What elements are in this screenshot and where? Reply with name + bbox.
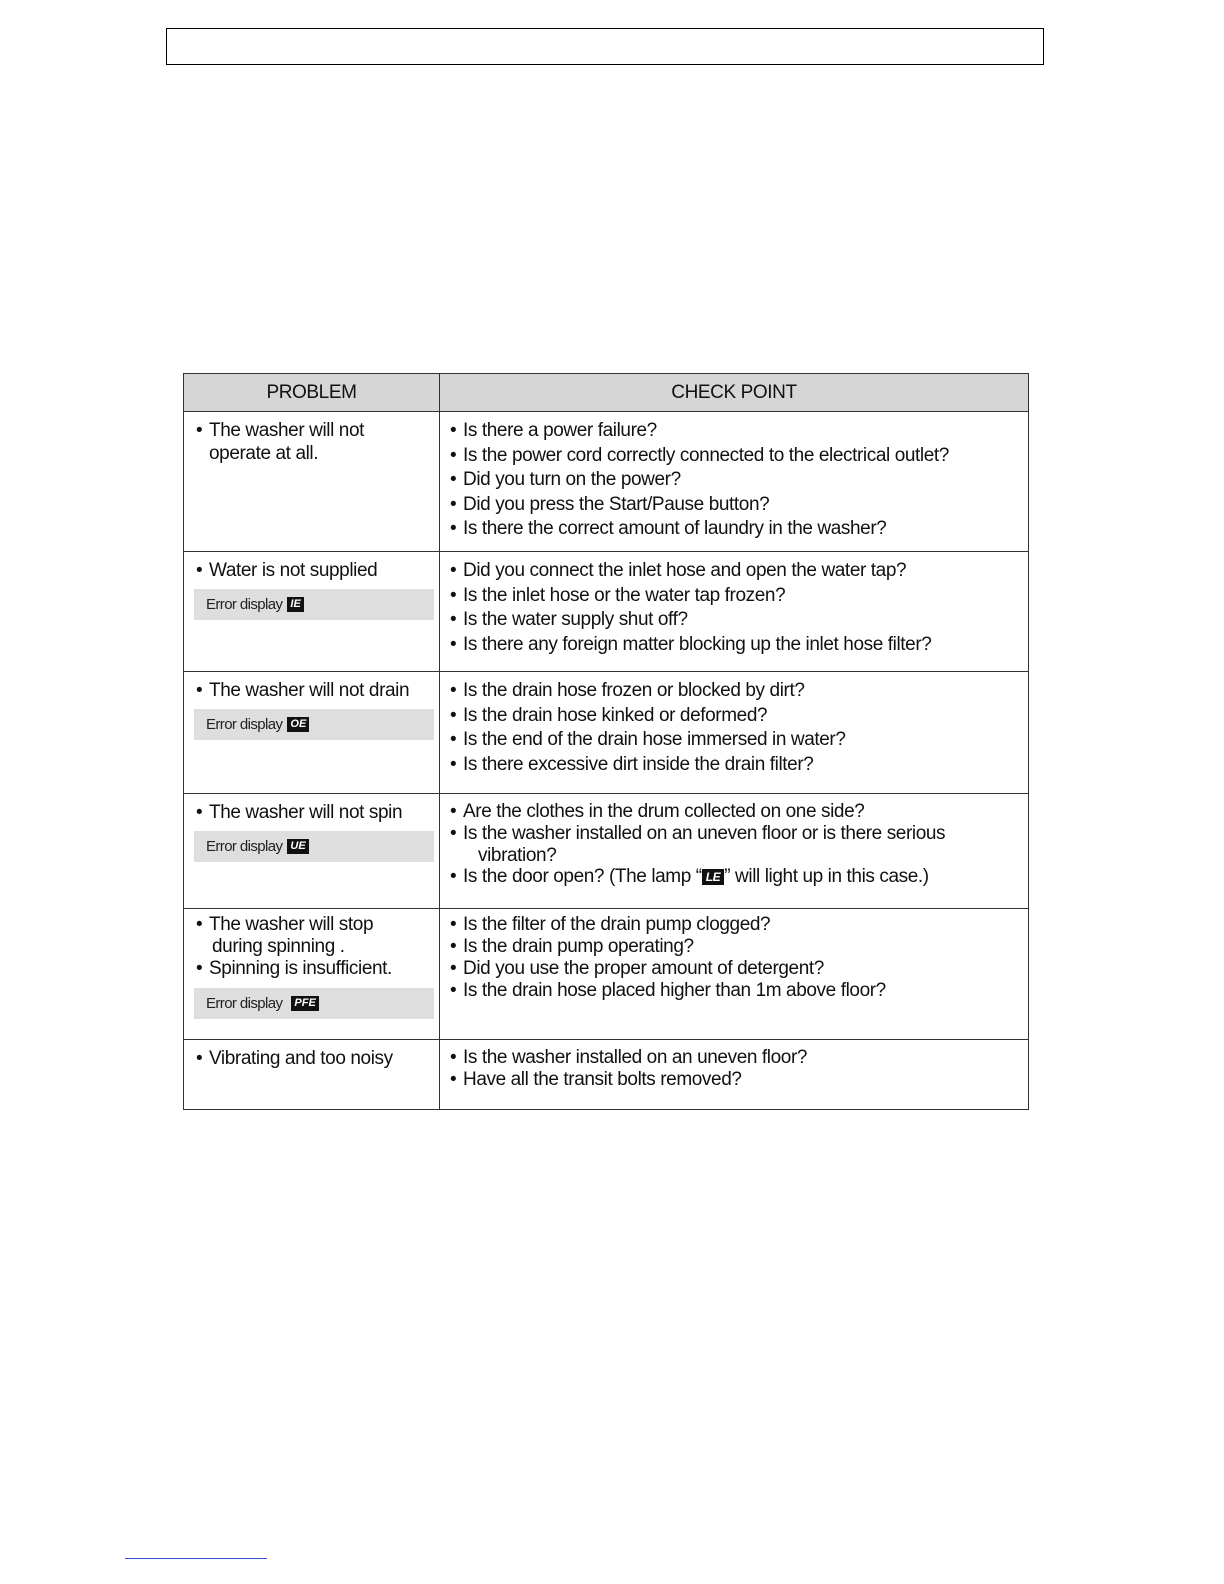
check-item: • Have all the transit bolts removed? xyxy=(450,1069,1018,1091)
check-item-text: Is the door open? (The lamp “ xyxy=(463,866,702,887)
table-header-row xyxy=(184,374,1029,412)
table-row xyxy=(184,412,1029,552)
error-display-label: Error display xyxy=(206,715,283,733)
problem-text: • Water is not supplied xyxy=(196,559,429,584)
error-display-label: Error display xyxy=(206,595,283,613)
problem-text: • The washer will not drain xyxy=(196,679,429,704)
error-display-band xyxy=(194,589,434,620)
problem-cell xyxy=(184,909,440,1040)
check-item: • Is there the correct amount of laundry in the washer? xyxy=(450,517,1018,542)
check-item: • Did you press the Start/Pause button? xyxy=(450,493,1018,518)
footer-rule xyxy=(125,1558,267,1559)
check-item: • Is the drain hose kinked or deformed? xyxy=(450,704,1018,729)
error-display-band xyxy=(194,709,434,740)
problem-cell xyxy=(184,1040,440,1110)
check-cell xyxy=(440,672,1029,794)
check-item-text: ” will light up in this case.) xyxy=(724,866,929,887)
check-item: • Is the drain pump operating? xyxy=(450,936,1018,958)
check-item: • Is the filter of the drain pump clogged? xyxy=(450,914,1018,936)
table-row xyxy=(184,1040,1029,1110)
check-item: • Is the drain hose placed higher than 1m above floor? xyxy=(450,980,1018,1002)
error-display-band xyxy=(194,988,434,1019)
problem-column-header: PROBLEM xyxy=(184,374,440,412)
error-display-label: Error display xyxy=(206,837,283,855)
check-item: • Is there any foreign matter blocking up the inlet hose filter? xyxy=(450,633,1018,658)
check-item: • Is the washer installed on an uneven floor? xyxy=(450,1047,1018,1069)
check-item: • Is the end of the drain hose immersed in water? xyxy=(450,728,1018,753)
check-cell xyxy=(440,909,1029,1040)
problem-text-continued: during spinning . xyxy=(212,936,345,957)
lamp-code-icon: LE xyxy=(702,869,725,885)
check-cell xyxy=(440,794,1029,909)
error-code-icon: OE xyxy=(287,717,309,732)
problem-cell xyxy=(184,552,440,672)
problem-text: • The washer will stop xyxy=(196,914,429,936)
check-item: • Is the inlet hose or the water tap frozen? xyxy=(450,584,1018,609)
problem-text: • The washer will not operate at all. xyxy=(196,419,429,465)
check-item xyxy=(450,866,1018,888)
check-item: • Did you turn on the power? xyxy=(450,468,1018,493)
check-item: • Did you use the proper amount of detergent? xyxy=(450,958,1018,980)
table-row xyxy=(184,552,1029,672)
check-cell xyxy=(440,412,1029,552)
check-item: • Is the washer installed on an uneven floor or is there serious xyxy=(450,823,1018,845)
check-item: • Are the clothes in the drum collected on one side? xyxy=(450,801,1018,823)
problem-cell xyxy=(184,672,440,794)
error-display-band xyxy=(194,831,434,862)
problem-cell xyxy=(184,794,440,909)
error-code-icon: IE xyxy=(287,597,303,612)
check-cell xyxy=(440,552,1029,672)
troubleshooting-table xyxy=(183,373,1029,1110)
error-code-icon: UE xyxy=(287,839,308,854)
check-cell xyxy=(440,1040,1029,1110)
check-item: • Is the drain hose frozen or blocked by dirt? xyxy=(450,679,1018,704)
header-box xyxy=(166,28,1044,65)
error-code-icon: PFE xyxy=(291,996,318,1011)
check-point-column-header: CHECK POINT xyxy=(440,374,1029,412)
check-item-continued: vibration? xyxy=(478,845,557,866)
check-item: • Is the water supply shut off? xyxy=(450,608,1018,633)
table-row xyxy=(184,909,1029,1040)
problem-cell xyxy=(184,412,440,552)
problem-text: • Vibrating and too noisy xyxy=(196,1047,429,1072)
check-item: • Is there a power failure? xyxy=(450,419,1018,444)
table-row xyxy=(184,672,1029,794)
problem-text: • The washer will not spin xyxy=(196,801,429,826)
check-item: • Did you connect the inlet hose and open the water tap? xyxy=(450,559,1018,584)
error-display-label: Error display xyxy=(206,995,283,1012)
check-item: • Is the power cord correctly connected to the electrical outlet? xyxy=(450,444,1018,469)
table-row xyxy=(184,794,1029,909)
problem-text: • Spinning is insufficient. xyxy=(196,958,429,980)
check-item: • Is there excessive dirt inside the drain filter? xyxy=(450,753,1018,778)
